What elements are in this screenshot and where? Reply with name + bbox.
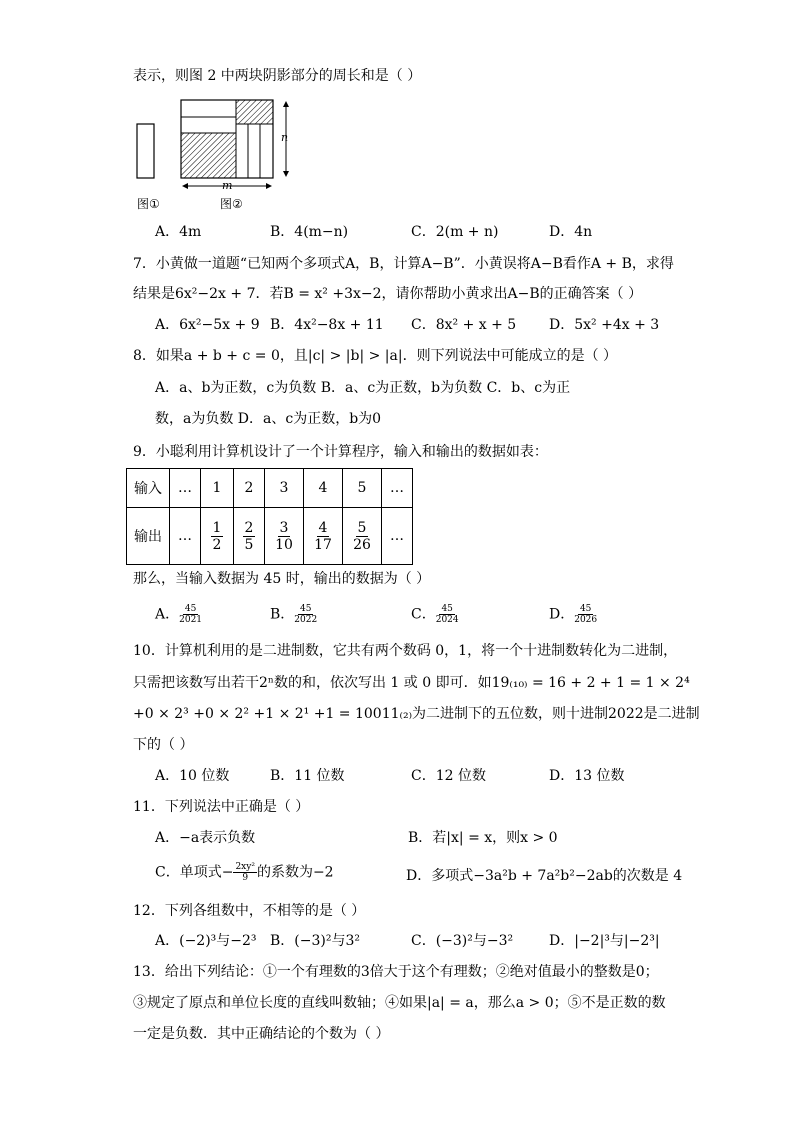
q11-option-a[interactable]: A．−a表示负数 <box>155 830 256 846</box>
q7-option-b[interactable]: B．4x²−8x + 11 <box>270 317 384 333</box>
label-n: n <box>281 131 289 144</box>
q9-output-cell <box>234 508 265 565</box>
q9-input-cell: 3 <box>265 469 304 508</box>
fig2-shade-top-right <box>236 100 273 124</box>
q8-line1: 8．如果a + b + c = 0，且|c| > |b| > |a|．则下列说法中可能成立的是（ ） <box>133 348 618 364</box>
q10-option-d[interactable]: D．13 位数 <box>549 768 625 784</box>
q9-stem: 9．小聪利用计算机设计了一个计算程序，输入和输出的数据如表： <box>133 444 548 460</box>
q10-line2: 只需把该数写出若干2ⁿ数的和，依次写出 1 或 0 即可．如19₍₁₀₎ = 16 + 2 + 1 = 1 × 2⁴ <box>133 675 690 691</box>
q9-input-cell: 5 <box>343 469 382 508</box>
q8-line3[interactable]: 数，a为负数 D．a、c为正数，b为0 <box>155 411 382 427</box>
q9-output-cell <box>265 508 304 565</box>
q6-figure <box>130 96 310 216</box>
q9-option-b[interactable]: B． $\frac{45}{2022}$ <box>270 604 318 625</box>
frac-den: 10 <box>275 536 293 553</box>
opt-label: B． <box>270 606 295 623</box>
q9-table <box>126 468 413 565</box>
fig2-shade-bottom-left <box>181 133 236 178</box>
frac-num: 1 <box>212 519 222 536</box>
q9-output-cell <box>304 508 343 565</box>
q10-line4: 下的（ ） <box>133 737 194 753</box>
q9-output-cell: … <box>170 508 201 565</box>
q7-option-d[interactable]: D．5x² +4x + 3 <box>549 317 660 333</box>
q10-line1: 10．计算机利用的是二进制数，它共有两个数码 0，1，将一个十进制数转化为二进制， <box>133 643 678 659</box>
q10-line3: +0 × 2³ +0 × 2² +1 × 2¹ +1 = 10011₍₂₎为二进制下的五位数，则十进制2022是二进制 <box>133 706 700 722</box>
frac-num: 4 <box>318 519 328 536</box>
q12-option-a[interactable]: A．(−2)³与−2³ <box>155 933 257 949</box>
frac-num: 5 <box>357 519 367 536</box>
q12-option-b[interactable]: B．(−3)²与3² <box>270 933 360 949</box>
q7-line1: 7．小黄做一道题“已知两个多项式A，B，计算A−B”．小黄误将A−B看作A + B，求得 <box>133 256 674 272</box>
q9-output-cell <box>343 508 382 565</box>
q11-option-c[interactable]: C．单项式− $\frac{\text{2xy²}}{9}$ 的系数为−2 <box>155 862 334 883</box>
q7-option-a[interactable]: A．6x²−5x + 9 <box>155 317 260 333</box>
q9-input-cell: 4 <box>304 469 343 508</box>
q8-line2[interactable]: A．a、b为正数，c为负数 B．a、c为正数，b为负数 C．b、c为正 <box>155 380 571 396</box>
opt-label: C． <box>411 606 436 623</box>
frac-num: 2 <box>244 519 254 536</box>
q6-option-d[interactable]: D．4n <box>549 224 593 240</box>
q9-row1-label: 输入 <box>127 469 170 508</box>
q9-after: 那么，当输入数据为 45 时，输出的数据为（ ） <box>133 571 431 587</box>
fig2-label: 图② <box>220 197 243 211</box>
q10-option-b[interactable]: B．11 位数 <box>270 768 345 784</box>
fig1-rect <box>137 124 154 178</box>
label-m: m <box>222 179 233 192</box>
q9-output-row <box>127 508 413 565</box>
q10-option-a[interactable]: A．10 位数 <box>155 768 230 784</box>
q11-option-b[interactable]: B．若|x| = x，则x > 0 <box>408 830 558 846</box>
q9-output-cell: … <box>382 508 413 565</box>
frac-den: 5 <box>244 536 254 553</box>
q6-option-b[interactable]: B．4(m−n) <box>270 224 349 240</box>
q9-option-c[interactable]: C． $\frac{45}{2024}$ <box>411 604 459 625</box>
q9-input-cell: 2 <box>234 469 265 508</box>
q9-row2-label: 输出 <box>127 508 170 565</box>
frac-den: 17 <box>314 536 332 553</box>
q9-input-cell: … <box>170 469 201 508</box>
q9-option-d[interactable]: D． $\frac{45}{2026}$ <box>549 604 598 625</box>
opt-label: D． <box>549 606 575 623</box>
q9-input-cell: 1 <box>201 469 234 508</box>
q12-option-d[interactable]: D．|−2|³与|−2³| <box>549 933 660 949</box>
q11-stem: 11．下列说法中正确是（ ） <box>133 799 310 815</box>
opt-label: A． <box>155 606 180 623</box>
q12-stem: 12．下列各组数中，不相等的是（ ） <box>133 903 366 919</box>
q6-option-c[interactable]: C．2(m + n) <box>411 224 499 240</box>
q11-option-d[interactable]: D．多项式−3a²b + 7a²b²−2ab的次数是 4 <box>406 868 683 884</box>
q13-line1: 13．给出下列结论：①一个有理数的3倍大于这个有理数；②绝对值最小的整数是0； <box>133 964 659 980</box>
frac-num: 3 <box>279 519 289 536</box>
q7-option-c[interactable]: C．8x² + x + 5 <box>411 317 517 333</box>
q13-line2: ③规定了原点和单位长度的直线叫数轴；④如果|a| = a，那么a > 0；⑤不是正数的数 <box>133 995 666 1011</box>
fig1-label: 图① <box>137 197 160 211</box>
q9-input-row <box>127 469 413 508</box>
frac-den: 26 <box>353 536 371 553</box>
q6-option-a[interactable]: A．4m <box>155 224 202 240</box>
q9-input-cell: … <box>382 469 413 508</box>
q9-option-a[interactable]: A． $\frac{45}{2021}$ <box>155 604 203 625</box>
q6-stem: 表示，则图 2 中两块阴影部分的周长和是（ ） <box>133 68 422 84</box>
q10-option-c[interactable]: C．12 位数 <box>411 768 486 784</box>
q13-line3: 一定是负数．其中正确结论的个数为（ ） <box>133 1026 390 1042</box>
q12-option-c[interactable]: C．(−3)²与−3² <box>411 933 514 949</box>
q7-line2: 结果是6x²−2x + 7．若B = x² +3x−2，请你帮助小黄求出A−B的正确答案（ ） <box>133 286 643 302</box>
frac-den: 2 <box>212 536 222 553</box>
q9-output-cell <box>201 508 234 565</box>
